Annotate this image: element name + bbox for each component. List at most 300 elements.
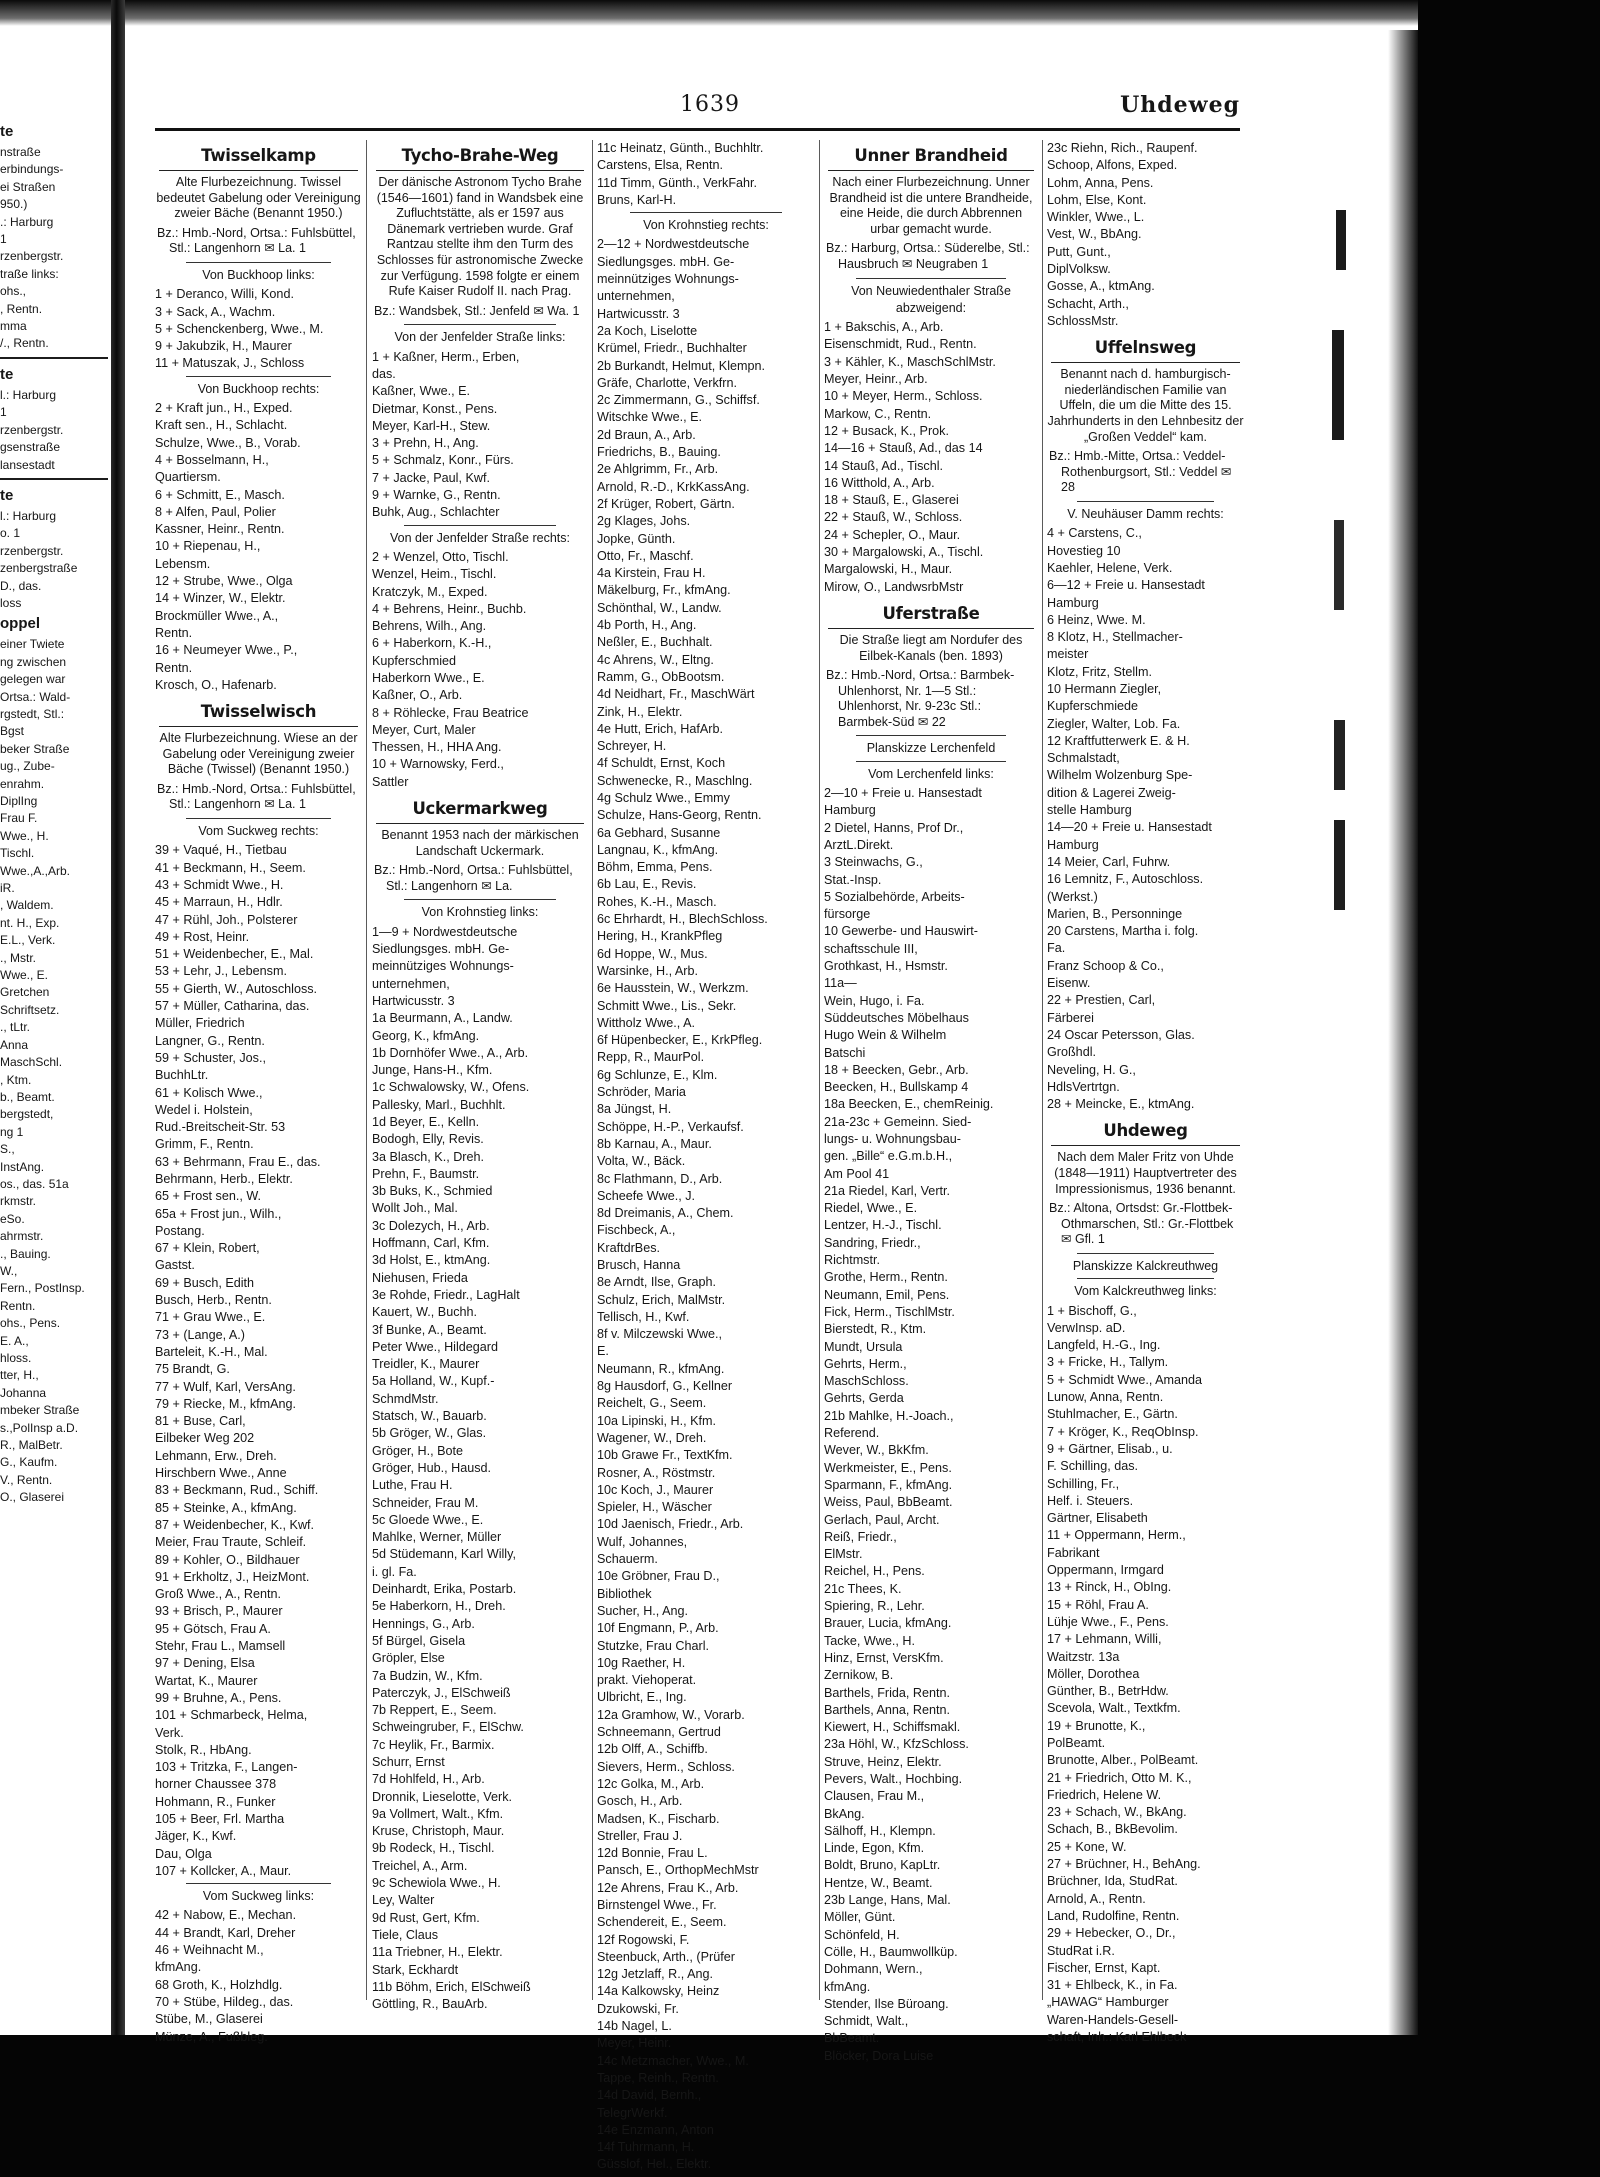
side-heading: Von der Jenfelder Straße links: [394, 330, 566, 345]
resident-entry: 9 + Jakubzik, H., Maurer [155, 339, 292, 354]
fragment-line: iR. [0, 881, 15, 896]
resident-entry: Hovestieg 10 [1047, 543, 1121, 558]
resident-entry: Meyer, Heinr., Arb. [824, 372, 928, 387]
resident-entry: Steenbuck, Arth., (Prüfer [597, 1949, 735, 1964]
fragment-line: mma [0, 319, 27, 334]
resident-entry: 3 + Fricke, H., Tallym. [1047, 1355, 1169, 1370]
fragment-line: DiplIng [0, 794, 38, 808]
fragment-line: s.,PolInsp a.D. [0, 1420, 79, 1435]
resident-entry: Streller, Frau J. [597, 1828, 683, 1843]
resident-entry: Kupferschmied [372, 653, 456, 668]
resident-entry: 6—12 + Freie u. Hansestadt [1047, 578, 1205, 593]
resident-entry: Hering, H., KrankPfleg [597, 929, 723, 944]
resident-entry: BbBeamt. [824, 2031, 880, 2046]
resident-entry: Schmidt, Walt., [824, 2014, 909, 2029]
resident-entry: Brockmüller Wwe., A., [155, 608, 279, 623]
fragment-line: ei Straßen [0, 179, 56, 194]
resident-entry: Bierstedt, R., Ktm. [824, 1322, 927, 1337]
street-entry [824, 144, 1038, 596]
fragment-line: 950.) [0, 197, 28, 212]
resident-entry: 4 + Behrens, Heinr., Buchb. [372, 601, 527, 616]
fragment-line: E.L., Verk. [0, 933, 56, 948]
resident-entry: Statsch, W., Bauarb. [372, 1409, 487, 1424]
street-entry [824, 602, 1038, 2065]
resident-entry: 10g Raether, H. [597, 1655, 686, 1670]
resident-entry: Schulz, Erich, MalMstr. [597, 1292, 726, 1307]
resident-entry: 44 + Brandt, Karl, Dreher [155, 1925, 296, 1940]
street-title: Twisselwisch [159, 700, 358, 727]
resident-entry: Stuhlmacher, E., Gärtn. [1047, 1407, 1178, 1422]
resident-entry: stelle Hamburg [1047, 803, 1132, 818]
resident-entry: Putt, Gunt., [1047, 244, 1111, 259]
resident-entry: 59 + Schuster, Jos., [155, 1050, 266, 1065]
resident-entry: Waren-Handels-Gesell- [1047, 2012, 1179, 2027]
resident-entry: Sparmann, F., kfmAng. [824, 1477, 953, 1492]
resident-entry: Buhk, Aug., Schlachter [372, 505, 500, 520]
resident-entry: Ley, Walter [372, 1893, 435, 1908]
resident-entry: 83 + Beckmann, Rud., Schiff. [155, 1483, 319, 1498]
resident-entry: Neßler, E., Buchhalt. [597, 635, 713, 650]
fragment-line: , Rentn. [0, 301, 43, 316]
fragment-line: E. A., [0, 1333, 29, 1348]
resident-entry: Paterczyk, J., ElSchweiß [372, 1685, 511, 1700]
resident-entry: Stübe, M., Glaserei [155, 2012, 263, 2027]
resident-entry: Langnau, K., kfmAng. [597, 842, 719, 857]
column-divider [1042, 140, 1043, 2000]
resident-entry: Grothe, Herm., Rentn. [824, 1270, 948, 1285]
resident-entry: 4a Kirstein, Frau H. [597, 566, 706, 581]
resident-entry: 45 + Marraun, H., Hdlr. [155, 895, 283, 910]
resident-entry: Luthe, Frau H. [372, 1478, 453, 1493]
resident-entry: 12g Jetzlaff, R., Ang. [597, 1967, 713, 1982]
resident-entry: gen. „Bille“ e.G.m.b.H., [824, 1149, 953, 1164]
resident-entry: Neumann, Emil, Pens. [824, 1287, 950, 1302]
resident-entry: dition & Lagerei Zweig- [1047, 785, 1176, 800]
column-5 [1047, 140, 1244, 2045]
resident-entry: Lentzer, H.-J., Tischl. [824, 1218, 942, 1233]
resident-entry: Rentn. [155, 660, 193, 675]
side-heading: Vom Suckweg rechts: [198, 824, 319, 839]
resident-entry: i. gl. Fa. [372, 1564, 417, 1579]
fragment-line: InstAng. [0, 1159, 45, 1174]
fragment-line: 1 [0, 405, 7, 420]
resident-entry: Güsslof, Hel., Elektr. [597, 2157, 712, 2172]
resident-entry: Scheefe Wwe., J. [597, 1188, 695, 1203]
resident-entry: Hugo Wein & Wilhelm [824, 1028, 947, 1043]
resident-entry: 16 Witthold, A., Arb. [824, 475, 935, 490]
resident-entry: 5e Haberkorn, H., Dreh. [372, 1599, 506, 1614]
resident-entry: Hartwicusstr. 3 [597, 306, 680, 321]
bleed-through-mark [1336, 210, 1346, 270]
street-continuation [1047, 140, 1244, 330]
resident-entry: Bruns, Karl-H. [597, 192, 677, 207]
resident-entry: Schoop, Alfons, Exped. [1047, 158, 1178, 173]
resident-entry: Kaßner, O., Arb. [372, 688, 463, 703]
resident-entry: 18 + Stauß, E., Glaserei [824, 493, 959, 508]
resident-entry: 11c Heinatz, Günth., Buchhltr. [597, 141, 764, 155]
resident-entry: 2—12 + Nordwestdeutsche [597, 237, 750, 252]
resident-entry: Süddeutsches Möbelhaus [824, 1010, 969, 1025]
resident-entry: 42 + Nabow, E., Mechan. [155, 1908, 297, 1923]
resident-entry: Meyer, Karl-H., Stew. [372, 418, 491, 433]
fragment-line: beker Straße [0, 741, 70, 756]
fragment-line: gelegen war [0, 672, 66, 687]
resident-entry: 65a + Frost jun., Wilh., [155, 1206, 282, 1221]
resident-entry: schaft, Inh.: Karl Ehlbeck [1047, 2030, 1187, 2045]
resident-entry: 14b Nagel, L. [597, 2019, 672, 2034]
section-rule [186, 1883, 331, 1884]
resident-entry: TelegrWerkf. [597, 2105, 668, 2120]
page-edge-shadow [1388, 30, 1418, 2035]
fragment-line: ., Mstr. [0, 950, 36, 965]
resident-entry: Am Pool 41 [824, 1166, 890, 1181]
street-title: Unner Brandheid [828, 144, 1034, 171]
resident-entry: Lehmann, Erw., Dreh. [155, 1448, 277, 1463]
resident-entry: Bibliothek [597, 1586, 652, 1601]
resident-entry: Gehrts, Gerda [824, 1391, 904, 1406]
fragment-line: nstraße [0, 145, 41, 159]
resident-entry: Stehr, Frau L., Mamsell [155, 1639, 286, 1654]
resident-entry: 6c Ehrhardt, H., BlechSchloss. [597, 912, 768, 927]
resident-entry: Rohes, K.-H., Masch. [597, 894, 717, 909]
resident-entry: Niehusen, Frieda [372, 1270, 468, 1285]
resident-entry: Wagener, W., Dreh. [597, 1430, 707, 1445]
resident-entry: Tiele, Claus [372, 1927, 439, 1942]
resident-entry: Kaehler, Helene, Verk. [1047, 560, 1173, 575]
resident-entry: 21c Thees, K. [824, 1581, 902, 1596]
resident-entry: 9b Rodeck, H., Tischl. [372, 1841, 495, 1856]
fragment-line: mbeker Straße [0, 1403, 80, 1418]
resident-entry: 10b Grawe Fr., TextKfm. [597, 1448, 733, 1463]
street-entry [1047, 336, 1244, 1113]
resident-entry: Madsen, K., Fischarb. [597, 1811, 720, 1826]
resident-entry: F. Schilling, das. [1047, 1459, 1138, 1474]
resident-entry: Lohm, Else, Kont. [1047, 192, 1147, 207]
resident-entry: Kiewert, H., Schiffsmakl. [824, 1720, 961, 1735]
street-description: Benannt 1953 nach der märkischen Landschaft Uckermark. [381, 828, 579, 858]
resident-entry: Brüchner, Ida, StudRat. [1047, 1874, 1178, 1889]
resident-entry: Waitzstr. 13a [1047, 1649, 1120, 1664]
resident-entry: Göttling, R., BauArb. [372, 1997, 488, 2012]
resident-entry: Warsinke, H., Arb. [597, 963, 699, 978]
resident-entry: 1 + Deranco, Willi, Kond. [155, 287, 294, 302]
resident-entry: 6g Schlunze, E., Klm. [597, 1067, 718, 1082]
resident-entry: 11b Böhm, Erich, ElSchweiß [372, 1979, 531, 1994]
resident-entry: 7d Hohlfeld, H., Arb. [372, 1772, 485, 1787]
resident-entry: Schweingruber, F., ElSchw. [372, 1720, 524, 1735]
resident-entry: Lohm, Anna, Pens. [1047, 175, 1154, 190]
resident-entry: Wenzel, Heim., Tischl. [372, 567, 497, 582]
resident-entry: Thessen, H., HHA Ang. [372, 740, 502, 755]
fragment-line: Bgst [0, 724, 25, 739]
resident-entry: Zink, H., Elektr. [597, 704, 683, 719]
street-admin-info: Bz.: Harburg, Ortsa.: Süderelbe, Stl.: Hausbruch ✉ Neugraben 1 [826, 241, 1030, 271]
resident-entry: 57 + Müller, Catharina, das. [155, 999, 310, 1014]
resident-entry: 71 + Grau Wwe., E. [155, 1310, 266, 1325]
street-admin-info: Bz.: Hmb.-Nord, Ortsa.: Barmbek-Uhlenhorst, Nr. 1—5 Stl.: Uhlenhorst, Nr. 9-23c Stl.: Barmbek-Süd ✉ 22 [826, 668, 1015, 729]
resident-entry: 4b Porth, H., Ang. [597, 618, 697, 633]
resident-entry: meinnütziges Wohnungs- [372, 959, 514, 974]
resident-entry: 4c Ahrens, W., Eltng. [597, 652, 714, 667]
fragment-heading: oppel [0, 615, 40, 633]
column-4 [824, 140, 1038, 2063]
scan-top-edge [0, 0, 1418, 26]
resident-entry: 12b Olff, A., Schiffb. [597, 1742, 708, 1757]
street-title: Uferstraße [828, 602, 1034, 629]
side-heading: Von Krohnstieg links: [421, 905, 539, 920]
resident-entry: Stender, Ilse Büroang. [824, 1996, 949, 2011]
resident-entry: Rud.-Breitscheit-Str. 53 [155, 1120, 286, 1135]
resident-entry: 8c Flathmann, D., Arb. [597, 1171, 723, 1186]
fragment-line: eSo. [0, 1211, 25, 1226]
street-admin-info: Bz.: Hmb.-Nord, Ortsa.: Fuhlsbüttel, Stl.: Langenhorn ✉ La. [374, 863, 573, 893]
resident-entry: Siedlungsges. mbH. Ge- [597, 254, 735, 269]
street-admin-info: Bz.: Hmb.-Nord, Ortsa.: Fuhlsbüttel, Stl.: Langenhorn ✉ La. 1 [157, 781, 356, 812]
resident-entry: Wedel i. Holstein, [155, 1102, 253, 1117]
resident-entry: 4 + Bosselmann, H., [155, 452, 269, 467]
resident-entry: 14 Meier, Carl, Fuhrw. [1047, 854, 1171, 869]
resident-entry: 5c Gloede Wwe., E. [372, 1512, 484, 1527]
resident-entry: 6 + Haberkorn, K.-H., [372, 636, 492, 651]
resident-entry: PolBeamt. [1047, 1735, 1106, 1750]
side-heading: Von Krohnstieg rechts: [643, 218, 769, 233]
resident-entry: unternehmen, [597, 289, 675, 304]
resident-entry: 12c Golka, M., Arb. [597, 1776, 705, 1791]
resident-entry: 41 + Beckmann, H., Seem. [155, 860, 306, 875]
resident-entry: Wever, W., BkKfm. [824, 1443, 929, 1458]
street-description: Alte Flurbezeichnung. Twissel bedeutet Gabelung oder Vereinigung zweier Bäche (Benannt 1950.) [156, 175, 361, 221]
resident-entry: Dronnik, Lieselotte, Verk. [372, 1789, 513, 1804]
column-3 [597, 140, 815, 2172]
resident-entry: Hohmann, R., Funker [155, 1794, 276, 1809]
resident-entry: 6e Hausstein, W., Werkzm. [597, 981, 749, 996]
section-rule [856, 278, 1006, 279]
resident-entry: 10d Jaenisch, Friedr., Arb. [597, 1517, 744, 1532]
resident-entry: 5a Holland, W., Kupf.- [372, 1374, 495, 1389]
fragment-heading: te [0, 365, 14, 383]
resident-entry: 14f Tuhrmann, H. [597, 2140, 695, 2155]
resident-entry: 12 + Strube, Wwe., Olga [155, 574, 293, 589]
resident-entry: 6 + Schmitt, E., Masch. [155, 487, 285, 502]
book-gutter [111, 0, 125, 2035]
resident-entry: 75 Brandt, G. [155, 1362, 230, 1377]
resident-entry: 23b Lange, Hans, Mal. [824, 1893, 951, 1908]
resident-entry: 2—10 + Freie u. Hansestadt [824, 786, 982, 801]
fragment-line: W., [0, 1263, 18, 1278]
fragment-line: bergstedt, [0, 1107, 54, 1122]
street-title: Twisselkamp [159, 144, 358, 171]
resident-entry: 9a Vollmert, Walt., Kfm. [372, 1806, 504, 1821]
resident-entry: 13 + Rinck, H., ObIng. [1047, 1580, 1172, 1595]
resident-entry: 2c Zimmermann, G., Schiffsf. [597, 393, 760, 408]
resident-entry: 3 + Sack, A., Wachm. [155, 304, 276, 319]
resident-entry: Ulbricht, E., Ing. [597, 1690, 687, 1705]
resident-entry: Langfeld, H.-G., Ing. [1047, 1338, 1161, 1353]
resident-entry: Friedrichs, B., Bauing. [597, 445, 721, 460]
resident-entry: 12a Gramhow, W., Vorarb. [597, 1707, 745, 1722]
resident-entry: Hinz, Ernst, VersKfm. [824, 1650, 944, 1665]
resident-entry: 47 + Rühl, Joh., Polsterer [155, 912, 298, 927]
resident-entry: 3 + Prehn, H., Ang. [372, 436, 479, 451]
resident-entry: 11a— [824, 976, 857, 991]
resident-entry: 103 + Tritzka, F., Langen- [155, 1760, 298, 1775]
resident-entry: Verk. [155, 1725, 184, 1740]
resident-entry: Birnstengel Wwe., Fr. [597, 1897, 717, 1912]
resident-entry: 99 + Bruhne, A., Pens. [155, 1690, 282, 1705]
street-title: Uhdeweg [1051, 1119, 1240, 1146]
side-heading: Von Neuwiedenthaler Straße abzweigend: [851, 283, 1011, 315]
resident-entry: 8g Hausdorf, G., Kellner [597, 1379, 733, 1394]
resident-entry: fürsorge [824, 907, 871, 922]
resident-entry: Winkler, Wwe., L. [1047, 210, 1145, 225]
street-entry [372, 797, 588, 2013]
resident-entry: Ziegler, Walter, Lob. Fa. [1047, 716, 1181, 731]
resident-entry: Hamburg [1047, 595, 1099, 610]
resident-entry: 2b Burkandt, Helmut, Klempn. [597, 358, 765, 373]
resident-entry: Mundt, Ursula [824, 1339, 903, 1354]
resident-entry: Kraft sen., H., Schlacht. [155, 418, 288, 433]
fragment-line: /., Rentn. [0, 336, 49, 351]
resident-entry: Fischer, Ernst, Kapt. [1047, 1960, 1161, 1975]
resident-entry: kfmAng. [155, 1960, 202, 1975]
running-head: Uhdeweg [1120, 92, 1240, 118]
resident-entry: Neveling, H. G., [1047, 1062, 1136, 1077]
resident-entry: Günther, B., BetrHdw. [1047, 1684, 1169, 1699]
resident-entry: 12d Bonnie, Frau L. [597, 1846, 708, 1861]
resident-entry: 14a Kalkowsky, Heinz [597, 1984, 720, 1999]
resident-entry: 6 Heinz, Wwe. M. [1047, 612, 1146, 627]
resident-entry: Stat.-Insp. [824, 872, 882, 887]
side-heading: Von Buckhoop rechts: [197, 381, 320, 396]
resident-entry: Markow, C., Rentn. [824, 406, 932, 421]
resident-entry: 23 + Schach, W., BkAng. [1047, 1805, 1187, 1820]
resident-entry: Oppermann, Irmgard [1047, 1563, 1164, 1578]
resident-entry: Dietmar, Konst., Pens. [372, 401, 498, 416]
resident-entry: Sälhoff, H., Klempn. [824, 1823, 936, 1838]
resident-entry: Junge, Hans-H., Kfm. [372, 1063, 493, 1078]
resident-entry: 10f Engmann, P., Arb. [597, 1621, 719, 1636]
resident-entry: 53 + Lehr, J., Lebensm. [155, 964, 287, 979]
resident-entry: 3b Buks, K., Schmied [372, 1184, 493, 1199]
resident-entry: Sattler [372, 774, 409, 789]
resident-entry: Volta, W., Bäck. [597, 1154, 686, 1169]
section-rule [1077, 501, 1215, 502]
bleed-through-mark [1334, 820, 1345, 910]
resident-entry: 16 + Neumeyer Wwe., P., [155, 643, 298, 658]
column-2 [372, 140, 588, 2030]
resident-entry: 3c Dolezych, H., Arb. [372, 1218, 490, 1233]
resident-entry: 8 Klotz, H., Stellmacher- [1047, 630, 1183, 645]
fragment-line: Schriftsetz. [0, 1002, 60, 1017]
resident-entry: Wein, Hugo, i. Fa. [824, 993, 925, 1008]
street-description: Nach einer Flurbezeichnung. Unner Brandheid ist die untere Brandheide, eine Heide, die durch Abbrennen urbar gemacht wurde. [829, 175, 1033, 236]
resident-entry: 20 Carstens, Martha i. folg. [1047, 924, 1199, 939]
resident-entry: Sievers, Herm., Schloss. [597, 1759, 735, 1774]
resident-entry: Hamburg [824, 803, 876, 818]
resident-entry: 2f Krüger, Robert, Gärtn. [597, 496, 735, 511]
resident-entry: ElMstr. [824, 1547, 863, 1562]
fragment-line: Johanna [0, 1385, 47, 1400]
resident-entry: 10 + Warnowsky, Ferd., [372, 757, 504, 772]
resident-entry: Krümel, Friedr., Buchhalter [597, 341, 747, 356]
fragment-line: Ortsa.: Wald- [0, 689, 71, 704]
fragment-line: S., [0, 1142, 15, 1157]
resident-entry: Schreyer, H. [597, 739, 667, 754]
resident-entry: 21a Riedel, Karl, Vertr. [824, 1183, 951, 1198]
resident-entry: 5 + Schenckenberg, Wwe., M. [155, 321, 324, 336]
fragment-line: rgstedt, Stl.: [0, 706, 65, 721]
resident-entry: 68 Groth, K., Holzhdlg. [155, 1977, 283, 1992]
fragment-line: nt. H., Exp. [0, 915, 60, 930]
fragment-line: ahrmstr. [0, 1229, 44, 1244]
resident-entry: Krosch, O., Hafenarb. [155, 677, 277, 692]
resident-entry: Schönfeld, H. [824, 1927, 900, 1942]
fragment-rule [0, 478, 108, 480]
resident-entry: 107 + Kollcker, A., Maur. [155, 1863, 292, 1878]
fragment-heading: te [0, 486, 14, 504]
resident-entry: 7 + Jacke, Paul, Kwf. [372, 470, 490, 485]
resident-entry: Prehn, F., Baumstr. [372, 1166, 480, 1181]
fragment-line: hloss. [0, 1351, 32, 1365]
resident-entry: Färberei [1047, 1010, 1094, 1025]
resident-entry: 1 + Bischoff, G., [1047, 1303, 1137, 1318]
resident-entry: 49 + Rost, Heinr. [155, 929, 250, 944]
resident-entry: Tellisch, H., Kwf. [597, 1309, 690, 1324]
resident-entry: 30 + Margalowski, A., Tischl. [824, 545, 984, 560]
resident-entry: Schröder, Maria [597, 1085, 686, 1100]
section-rule [186, 818, 331, 819]
resident-entry: 2 + Kraft jun., H., Exped. [155, 401, 293, 416]
resident-entry: 12 Kraftfutterwerk E. & H. [1047, 733, 1190, 748]
resident-entry: 93 + Brisch, P., Maurer [155, 1604, 283, 1619]
resident-entry: 18a Beecken, E., chemReinig. [824, 1097, 994, 1112]
resident-entry: Werkmeister, E., Pens. [824, 1460, 952, 1475]
fragment-line: Tischl. [0, 846, 35, 861]
resident-entry: Dohmann, Wern., [824, 1962, 923, 1977]
resident-entry: Brusch, Hanna [597, 1258, 681, 1272]
resident-entry: 14—16 + Stauß, Ad., das 14 [824, 441, 983, 456]
resident-entry: Meier, Frau Traute, Schleif. [155, 1535, 307, 1550]
resident-entry: Gröger, Hub., Hausd. [372, 1460, 492, 1475]
resident-entry: 5f Bürgel, Gisela [372, 1633, 466, 1648]
resident-entry: 29 + Hebecker, O., Dr., [1047, 1926, 1176, 1941]
resident-entry: Arnold, R.-D., KrkKassAng. [597, 479, 750, 494]
resident-entry: 3a Blasch, K., Dreh. [372, 1149, 484, 1164]
resident-entry: Richtmstr. [824, 1253, 880, 1268]
fragment-line: zenbergstraße [0, 561, 78, 576]
column-divider [592, 140, 593, 2000]
resident-entry: Schulze, Hans-Georg, Rentn. [597, 808, 762, 823]
previous-page-fragment [0, 120, 108, 2020]
resident-entry: 12e Ahrens, Frau K., Arb. [597, 1880, 739, 1895]
resident-entry: kfmAng. [824, 1979, 871, 1994]
resident-entry: Schacht, Arth., [1047, 296, 1129, 311]
resident-entry: 4f Schuldt, Ernst, Koch [597, 756, 726, 771]
resident-entry: 12f Rogowski, F. [597, 1932, 690, 1947]
resident-entry: Möller, Dorothea [1047, 1666, 1140, 1681]
resident-entry: Barthels, Frida, Rentn. [824, 1685, 950, 1700]
resident-entry: Pevers, Walt., Hochbing. [824, 1771, 963, 1786]
resident-entry: Schneider, Frau M. [372, 1495, 479, 1510]
resident-entry: Schauerm. [597, 1552, 658, 1567]
resident-entry: 10 Gewerbe- und Hauswirt- [824, 924, 978, 939]
resident-entry: 28 + Meincke, E., ktmAng. [1047, 1097, 1195, 1112]
resident-entry: Schneemann, Gertrud [597, 1725, 721, 1740]
fragment-line: V., Rentn. [0, 1472, 53, 1487]
resident-entry: 67 + Klein, Robert, [155, 1241, 260, 1256]
resident-entry: Struve, Heinz, Elektr. [824, 1754, 942, 1769]
resident-entry: 9d Rust, Gert, Kfm. [372, 1910, 480, 1925]
